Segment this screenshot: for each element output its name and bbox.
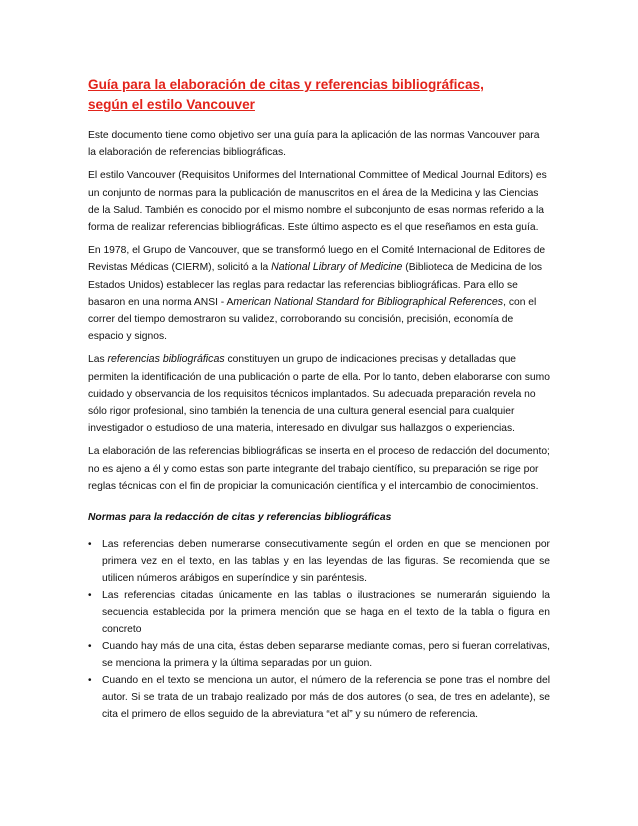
title-line-2: según el estilo Vancouver <box>88 97 255 112</box>
definition-text-1: Las <box>88 354 108 366</box>
list-item-text: Las referencias deben numerarse consecutivamente según el orden en que se mencionen por primera vez en el texto, en las tablas y en las leyendas de las figuras. Se recomienda que se utilicen números arábigos en superíndice y sin paréntesis. <box>102 539 550 585</box>
paragraph-vancouver-style: El estilo Vancouver (Requisitos Uniformes del International Committee of Medical Journal Editors) es un conjunto de normas para la publicación de manuscritos en el área de la Medicina y las Ciencias de la Salud. También es conocido por el mismo nombre el subconjunto de esas normas referido a la forma de realizar referencias bibliográficas. Este último aspecto es el que reseñamos en esta guía. <box>88 170 547 234</box>
paragraph-elaboration: La elaboración de las referencias bibliográficas se inserta en el proceso de redacción del documento; no es ajeno a él y como estas son parte integrante del trabajo científico, su preparación se rige por reglas técnicas con el fin de propiciar la comunicación científica y el intercambio de conocimientos. <box>88 446 550 492</box>
list-item <box>88 536 550 587</box>
paragraph-history <box>88 242 550 345</box>
definition-emphasis: referencias bibliográficas <box>107 353 225 366</box>
section-heading-norms: Normas para la redacción de citas y referencias bibliográficas <box>88 512 392 524</box>
paragraph-intro: Este documento tiene como objetivo ser una guía para la aplicación de las normas Vancouver para la elaboración de referencias bibliográficas. <box>88 130 540 159</box>
history-emphasis-nlm: National Library of Medicine <box>271 261 403 274</box>
bullet-icon: • <box>88 590 92 602</box>
definition-text-2: constituyen un grupo de indicaciones precisas y detalladas que permiten la identificación de una publicación o parte de ella. Por lo tanto, deben elaborarse con sumo cuidado y observancia de los requisitos técnicos implantados. Su adecuada preparación revela no sólo rigor profesional, sino también la tenencia de una cultura general esencial para cualquier investigador o estudioso de una materia, interesado en divulgar sus hallazgos o experiencias. <box>88 354 550 435</box>
history-text-3: , con el correr del tiempo demostraron su validez, corroborando su concisión, precisión, economía de espacio y signos. <box>88 296 537 343</box>
paragraph-definition <box>88 351 550 437</box>
history-text-2: (Biblioteca de Medicina de los Estados Unidos) establecer las reglas para redactar las referencias bibliográficas. Para ello se basaron en una norma ANSI - A <box>88 262 543 308</box>
document-title <box>88 75 550 115</box>
norms-list <box>88 536 550 723</box>
list-item <box>88 587 550 638</box>
list-item-text: Cuando en el texto se menciona un autor, el número de la referencia se pone tras el nombre del autor. Si se trata de un trabajo realizado por más de dos autores (o sea, de tres en adelante), se cita el primero de ellos seguido de la abreviatura “et al” y su número de referencia. <box>102 675 550 721</box>
list-item <box>88 638 550 672</box>
bullet-icon: • <box>88 641 92 653</box>
list-item-text: Cuando hay más de una cita, éstas deben separarse mediante comas, pero si fueran correlativas, se menciona la primera y la última separadas por un guion. <box>102 641 550 670</box>
history-text-1: En 1978, el Grupo de Vancouver, que se transformó luego en el Comité Internacional de Editores de Revistas Médicas (CIERM), solicitó a la <box>88 245 546 274</box>
bullet-icon: • <box>88 675 92 687</box>
document-body <box>88 75 550 723</box>
list-item <box>88 672 550 723</box>
history-emphasis-ansi: merican National Standard for Bibliographical References <box>233 295 504 308</box>
bullet-icon: • <box>88 539 92 551</box>
title-line-1: Guía para la elaboración de citas y referencias bibliográficas, <box>88 77 484 92</box>
list-item-text: Las referencias citadas únicamente en las tablas o ilustraciones se numerarán siguiendo la secuencia establecida por la primera mención que se haga en el texto de la tabla o figura en concreto <box>102 590 550 636</box>
